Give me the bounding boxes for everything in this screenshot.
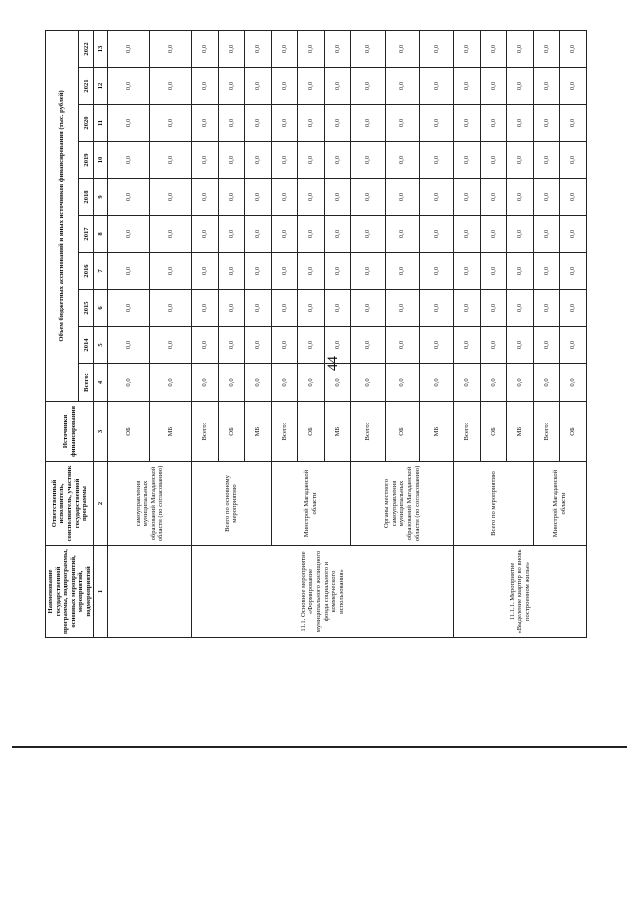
amount-cell: 0,0: [271, 30, 298, 67]
header-name: Наименование государственной программы, подпрограммы, основных мероприятий, мероприятий, подмероприятий: [46, 546, 94, 638]
amount-cell: 0,0: [507, 105, 534, 142]
index-cell: 4: [94, 364, 108, 402]
year-header: 2021: [79, 68, 94, 105]
amount-cell: 0,0: [271, 290, 298, 327]
amount-cell: 0,0: [298, 68, 325, 105]
source-cell: МБ: [507, 402, 534, 462]
page-number: 44: [325, 356, 341, 371]
amount-cell: 0,0: [245, 253, 272, 290]
amount-cell: 0,0: [150, 253, 192, 290]
amount-cell: 0,0: [218, 179, 245, 216]
header-volume: Объем бюджетных ассигнований и иных источников финансирования (тыс. рублей): [46, 30, 79, 401]
amount-cell: 0,0: [480, 30, 507, 67]
year-header: 2022: [79, 30, 94, 67]
index-cell: 7: [94, 253, 108, 290]
amount-cell: 0,0: [218, 364, 245, 402]
amount-cell: 0,0: [192, 105, 219, 142]
amount-cell: 0,0: [108, 105, 150, 142]
amount-cell: 0,0: [454, 290, 481, 327]
amount-cell: 0,0: [218, 216, 245, 253]
amount-cell: 0,0: [480, 290, 507, 327]
amount-cell: 0,0: [192, 290, 219, 327]
amount-cell: 0,0: [298, 179, 325, 216]
year-header: 2018: [79, 179, 94, 216]
source-cell: МБ: [150, 402, 192, 462]
amount-cell: 0,0: [385, 30, 419, 67]
amount-cell: 0,0: [150, 105, 192, 142]
amount-cell: 0,0: [150, 142, 192, 179]
amount-cell: 0,0: [245, 68, 272, 105]
year-header: 2017: [79, 216, 94, 253]
amount-cell: 0,0: [324, 216, 351, 253]
amount-cell: 0,0: [324, 364, 351, 402]
amount-cell: 0,0: [560, 364, 587, 402]
index-cell: 2: [94, 462, 108, 546]
year-header: 2020: [79, 105, 94, 142]
amount-cell: 0,0: [507, 68, 534, 105]
responsible-cell: Минстрой Магаданской области: [533, 462, 586, 546]
financing-table-container: [45, 32, 577, 638]
amount-cell: 0,0: [560, 142, 587, 179]
amount-cell: 0,0: [324, 290, 351, 327]
amount-cell: 0,0: [324, 179, 351, 216]
amount-cell: 0,0: [533, 68, 560, 105]
source-cell: Всего:: [271, 402, 298, 462]
amount-cell: 0,0: [324, 30, 351, 67]
amount-cell: 0,0: [245, 179, 272, 216]
amount-cell: 0,0: [480, 68, 507, 105]
amount-cell: 0,0: [218, 68, 245, 105]
amount-cell: 0,0: [150, 327, 192, 364]
amount-cell: 0,0: [192, 216, 219, 253]
index-row: [94, 30, 108, 637]
amount-cell: 0,0: [533, 290, 560, 327]
amount-cell: 0,0: [560, 216, 587, 253]
header-sources: Источники финансирования: [46, 402, 94, 462]
amount-cell: 0,0: [351, 179, 385, 216]
amount-cell: 0,0: [218, 142, 245, 179]
amount-cell: 0,0: [324, 327, 351, 364]
amount-cell: 0,0: [108, 216, 150, 253]
amount-cell: 0,0: [351, 364, 385, 402]
amount-cell: 0,0: [218, 290, 245, 327]
amount-cell: 0,0: [271, 327, 298, 364]
amount-cell: 0,0: [298, 142, 325, 179]
amount-cell: 0,0: [108, 179, 150, 216]
source-cell: Всего:: [533, 402, 560, 462]
amount-cell: 0,0: [351, 68, 385, 105]
amount-cell: 0,0: [385, 68, 419, 105]
amount-cell: 0,0: [108, 68, 150, 105]
amount-cell: 0,0: [507, 30, 534, 67]
amount-cell: 0,0: [507, 327, 534, 364]
amount-cell: 0,0: [351, 253, 385, 290]
index-cell: 11: [94, 105, 108, 142]
amount-cell: 0,0: [480, 364, 507, 402]
amount-cell: 0,0: [324, 142, 351, 179]
table-row: [454, 30, 481, 637]
amount-cell: 0,0: [245, 105, 272, 142]
amount-cell: 0,0: [419, 253, 453, 290]
amount-cell: 0,0: [533, 105, 560, 142]
amount-cell: 0,0: [150, 68, 192, 105]
amount-cell: 0,0: [150, 179, 192, 216]
amount-cell: 0,0: [385, 290, 419, 327]
responsible-cell: Органы местного самоуправления муниципальных образований Магаданской области (по согласованию): [351, 462, 454, 546]
amount-cell: 0,0: [560, 253, 587, 290]
amount-cell: 0,0: [298, 216, 325, 253]
amount-cell: 0,0: [324, 68, 351, 105]
amount-cell: 0,0: [533, 179, 560, 216]
amount-cell: 0,0: [507, 216, 534, 253]
amount-cell: 0,0: [454, 364, 481, 402]
index-cell: 8: [94, 216, 108, 253]
responsible-cell: Всего по мероприятию: [454, 462, 534, 546]
amount-cell: 0,0: [351, 327, 385, 364]
amount-cell: 0,0: [480, 327, 507, 364]
source-cell: Всего:: [454, 402, 481, 462]
amount-cell: 0,0: [108, 142, 150, 179]
table-body: [108, 30, 586, 637]
amount-cell: 0,0: [533, 30, 560, 67]
program-name-cell: 11.1. Основное мероприятие «Формирование муниципального жилищного фонда социального и коммерческого использования»: [192, 546, 454, 638]
index-cell: 3: [94, 402, 108, 462]
index-cell: 12: [94, 68, 108, 105]
header-total: Всего:: [79, 364, 94, 402]
source-cell: Всего:: [351, 402, 385, 462]
amount-cell: 0,0: [560, 290, 587, 327]
amount-cell: 0,0: [324, 105, 351, 142]
amount-cell: 0,0: [218, 327, 245, 364]
amount-cell: 0,0: [192, 68, 219, 105]
amount-cell: 0,0: [271, 68, 298, 105]
amount-cell: 0,0: [560, 30, 587, 67]
amount-cell: 0,0: [108, 290, 150, 327]
amount-cell: 0,0: [351, 30, 385, 67]
amount-cell: 0,0: [454, 179, 481, 216]
amount-cell: 0,0: [192, 364, 219, 402]
amount-cell: 0,0: [560, 68, 587, 105]
amount-cell: 0,0: [454, 68, 481, 105]
source-cell: ОБ: [298, 402, 325, 462]
amount-cell: 0,0: [480, 142, 507, 179]
amount-cell: 0,0: [385, 142, 419, 179]
amount-cell: 0,0: [419, 105, 453, 142]
amount-cell: 0,0: [108, 364, 150, 402]
table-row: [108, 30, 150, 637]
responsible-cell: самоуправления муниципальных образований Магаданской области (по согласованию): [108, 462, 192, 546]
amount-cell: 0,0: [507, 179, 534, 216]
year-header: 2019: [79, 142, 94, 179]
amount-cell: 0,0: [108, 253, 150, 290]
amount-cell: 0,0: [245, 142, 272, 179]
index-cell: 9: [94, 179, 108, 216]
amount-cell: 0,0: [454, 216, 481, 253]
amount-cell: 0,0: [351, 142, 385, 179]
amount-cell: 0,0: [218, 30, 245, 67]
amount-cell: 0,0: [192, 179, 219, 216]
amount-cell: 0,0: [245, 327, 272, 364]
amount-cell: 0,0: [298, 290, 325, 327]
amount-cell: 0,0: [351, 105, 385, 142]
responsible-cell: Минстрой Магаданской области: [271, 462, 351, 546]
amount-cell: 0,0: [271, 142, 298, 179]
amount-cell: 0,0: [480, 216, 507, 253]
amount-cell: 0,0: [507, 253, 534, 290]
source-cell: ОБ: [480, 402, 507, 462]
amount-cell: 0,0: [533, 142, 560, 179]
amount-cell: 0,0: [560, 327, 587, 364]
source-cell: ОБ: [218, 402, 245, 462]
amount-cell: 0,0: [192, 142, 219, 179]
amount-cell: 0,0: [385, 179, 419, 216]
amount-cell: 0,0: [419, 364, 453, 402]
amount-cell: 0,0: [351, 216, 385, 253]
amount-cell: 0,0: [150, 30, 192, 67]
financing-table: [45, 30, 587, 638]
source-cell: МБ: [324, 402, 351, 462]
program-name-cell: 11.1.1. Мероприятие «Выделение квартир во вновь построенном жилье»: [454, 546, 587, 638]
amount-cell: 0,0: [298, 30, 325, 67]
amount-cell: 0,0: [419, 68, 453, 105]
amount-cell: 0,0: [454, 253, 481, 290]
amount-cell: 0,0: [324, 253, 351, 290]
amount-cell: 0,0: [150, 216, 192, 253]
amount-cell: 0,0: [150, 364, 192, 402]
amount-cell: 0,0: [298, 253, 325, 290]
amount-cell: 0,0: [454, 105, 481, 142]
source-cell: Всего:: [192, 402, 219, 462]
index-cell: 6: [94, 290, 108, 327]
amount-cell: 0,0: [192, 327, 219, 364]
index-cell: 5: [94, 327, 108, 364]
amount-cell: 0,0: [385, 253, 419, 290]
amount-cell: 0,0: [480, 105, 507, 142]
header-row: [46, 30, 79, 637]
amount-cell: 0,0: [271, 216, 298, 253]
amount-cell: 0,0: [108, 30, 150, 67]
amount-cell: 0,0: [218, 105, 245, 142]
amount-cell: 0,0: [245, 216, 272, 253]
amount-cell: 0,0: [454, 327, 481, 364]
amount-cell: 0,0: [271, 364, 298, 402]
amount-cell: 0,0: [298, 364, 325, 402]
index-cell: 1: [94, 546, 108, 638]
amount-cell: 0,0: [480, 179, 507, 216]
amount-cell: 0,0: [245, 364, 272, 402]
table-row: [192, 30, 219, 637]
year-header: 2015: [79, 290, 94, 327]
amount-cell: 0,0: [507, 290, 534, 327]
amount-cell: 0,0: [271, 179, 298, 216]
amount-cell: 0,0: [385, 216, 419, 253]
header-responsible: Ответственный исполнитель, соисполнитель, участник государственной программы: [46, 462, 94, 546]
amount-cell: 0,0: [507, 142, 534, 179]
page-divider: [12, 746, 627, 748]
source-cell: МБ: [245, 402, 272, 462]
amount-cell: 0,0: [271, 253, 298, 290]
amount-cell: 0,0: [298, 327, 325, 364]
amount-cell: 0,0: [385, 327, 419, 364]
amount-cell: 0,0: [150, 290, 192, 327]
amount-cell: 0,0: [419, 290, 453, 327]
amount-cell: 0,0: [298, 105, 325, 142]
amount-cell: 0,0: [351, 290, 385, 327]
source-cell: ОБ: [385, 402, 419, 462]
index-cell: 13: [94, 30, 108, 67]
amount-cell: 0,0: [419, 142, 453, 179]
amount-cell: 0,0: [419, 30, 453, 67]
amount-cell: 0,0: [560, 105, 587, 142]
amount-cell: 0,0: [385, 364, 419, 402]
amount-cell: 0,0: [245, 30, 272, 67]
amount-cell: 0,0: [454, 30, 481, 67]
amount-cell: 0,0: [533, 253, 560, 290]
amount-cell: 0,0: [419, 179, 453, 216]
responsible-cell: Всего по основному мероприятию: [192, 462, 272, 546]
source-cell: МБ: [419, 402, 453, 462]
amount-cell: 0,0: [245, 290, 272, 327]
amount-cell: 0,0: [533, 216, 560, 253]
index-cell: 10: [94, 142, 108, 179]
amount-cell: 0,0: [192, 30, 219, 67]
amount-cell: 0,0: [533, 327, 560, 364]
amount-cell: 0,0: [218, 253, 245, 290]
amount-cell: 0,0: [480, 253, 507, 290]
year-header: 2016: [79, 253, 94, 290]
year-header: 2014: [79, 327, 94, 364]
program-name-cell: [108, 546, 192, 638]
amount-cell: 0,0: [560, 179, 587, 216]
amount-cell: 0,0: [507, 364, 534, 402]
amount-cell: 0,0: [108, 327, 150, 364]
amount-cell: 0,0: [533, 364, 560, 402]
amount-cell: 0,0: [419, 327, 453, 364]
amount-cell: 0,0: [385, 105, 419, 142]
amount-cell: 0,0: [271, 105, 298, 142]
source-cell: ОБ: [560, 402, 587, 462]
amount-cell: 0,0: [192, 253, 219, 290]
amount-cell: 0,0: [419, 216, 453, 253]
amount-cell: 0,0: [454, 142, 481, 179]
source-cell: ОБ: [108, 402, 150, 462]
